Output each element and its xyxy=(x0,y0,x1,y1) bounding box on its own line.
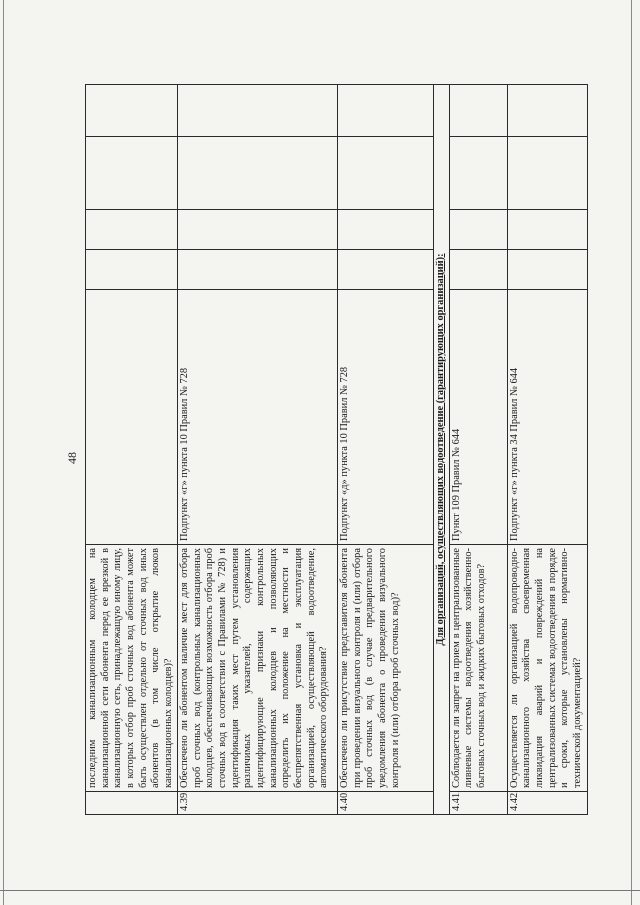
empty-cell xyxy=(177,85,337,137)
requirement-question: Осуществляется ли организацией водопроводно-канализационного хозяйства своевременная ликвидация аварий и повреждений на централизованных системах водоотведения в порядке и сроки, которые установлены нормативно-технической документацией? xyxy=(507,545,587,792)
scan-bottom-edge xyxy=(0,890,640,891)
row-number: 4.39. xyxy=(177,792,337,815)
empty-cell xyxy=(507,210,587,250)
legal-reference: Подпункт «г» пункта 34 Правил № 644 xyxy=(507,290,587,545)
section-header-row xyxy=(433,85,449,815)
empty-cell xyxy=(337,210,433,250)
empty-cell xyxy=(507,137,587,210)
row-number xyxy=(86,792,178,815)
requirement-question: Обеспечено ли абонентом наличие мест для отбора проб сточных вод (контрольных канализационных колодцев, обеспечивающих возможность отбора проб сточных вод в соответствии с Правилами № 728) и идентификация таких мест путем установления различимых указателей, содержащих идентифицирующие признаки контрольных канализационных колодцев и позволяющих определить их положение на местности и беспрепятственная установка и эксплуатация организацией, осуществляющей водоотведение, автоматического оборудования? xyxy=(177,545,337,792)
table-row xyxy=(507,85,587,815)
empty-cell xyxy=(177,137,337,210)
empty-cell xyxy=(449,137,507,210)
empty-cell xyxy=(177,210,337,250)
empty-cell xyxy=(337,137,433,210)
empty-cell xyxy=(337,85,433,137)
legal-reference: Подпункт «д» пункта 10 Правил № 728 xyxy=(337,290,433,545)
requirement-question: Соблюдается ли запрет на прием в централизованные ливневые системы водоотведения хозяйственно-бытовых сточных вод и жидких бытовых отходов? xyxy=(449,545,507,792)
row-number: 4.41. xyxy=(449,792,507,815)
empty-cell xyxy=(449,210,507,250)
legal-reference: Подпункт «г» пункта 10 Правил № 728 xyxy=(177,290,337,545)
table-row xyxy=(449,85,507,815)
scan-left-edge xyxy=(3,0,4,905)
table-row xyxy=(177,85,337,815)
empty-cell xyxy=(507,85,587,137)
section-title: Для организаций, осуществляющих водоотведение (гарантирующих организаций): xyxy=(433,85,449,815)
requirement-question: Обеспечено ли присутствие представителя абонента при проведении визуального контроля и (или) отбора проб сточных вод (в случае предварительного уведомления абонента о проведении визуального контроля и (или) отбора проб сточных вод)? xyxy=(337,545,433,792)
empty-cell xyxy=(449,85,507,137)
empty-cell xyxy=(86,137,178,210)
legal-reference: Пункт 109 Правил № 644 xyxy=(449,290,507,545)
row-number: 4.40. xyxy=(337,792,433,815)
empty-cell xyxy=(86,210,178,250)
table-row xyxy=(337,85,433,815)
empty-cell xyxy=(86,250,178,290)
legal-reference xyxy=(86,290,178,545)
empty-cell xyxy=(507,250,587,290)
requirement-question: последним канализационным колодцем на канализационной сети абонента перед ее врезкой в канализационную сеть, принадлежащую иному лицу, в которых отбор проб сточных вод абонента может быть осуществлен отдельно от сточных вод иных абонентов (в том числе открытие люков канализационных колодцев)? xyxy=(86,545,178,792)
scan-right-edge xyxy=(631,0,632,905)
empty-cell xyxy=(177,250,337,290)
empty-cell xyxy=(86,85,178,137)
checklist-table xyxy=(85,84,588,815)
row-number: 4.42. xyxy=(507,792,587,815)
page-number: 48 xyxy=(65,452,79,464)
empty-cell xyxy=(337,250,433,290)
empty-cell xyxy=(449,250,507,290)
table-row xyxy=(86,85,178,815)
rotated-page-content xyxy=(85,85,583,815)
